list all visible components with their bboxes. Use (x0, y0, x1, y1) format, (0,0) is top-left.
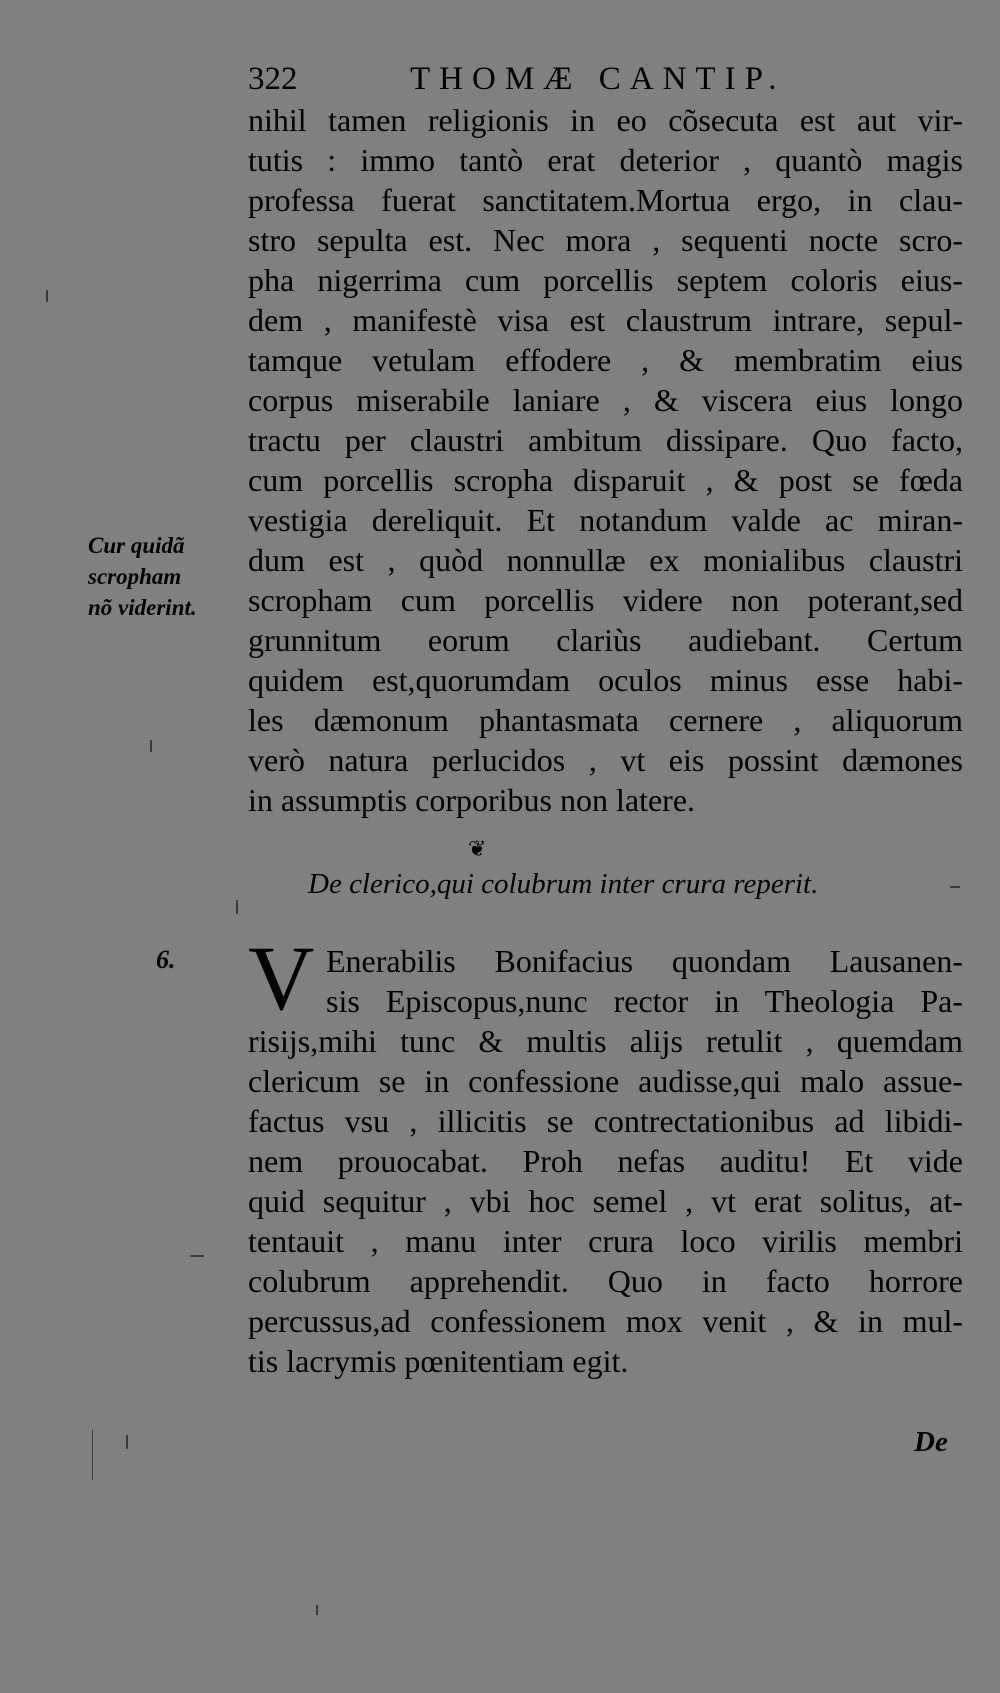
text-line: nem prouocabat. Proh nefas auditu! Et vide (248, 1143, 963, 1179)
text-line: percussus,ad confessionem mox venit , & in mul- (248, 1303, 963, 1339)
text-line: factus vsu , illicitis se contrectationibus ad libidi- (248, 1103, 963, 1139)
scan-speck (236, 900, 238, 914)
text-line: dum est , quòd nonnullæ ex monialibus claustri (248, 542, 963, 578)
text-line: risijs,mihi tunc & multis alijs retulit , quemdam (248, 1023, 963, 1059)
text-line: quid sequitur , vbi hoc semel , vt erat solitus, at- (248, 1183, 963, 1219)
text-line: tractu per claustri ambitum dissipare. Quo facto, (248, 422, 963, 458)
text-line: dem , manifestè visa est claustrum intrare, sepul- (248, 302, 963, 338)
marginal-note-line: scropham (88, 564, 182, 589)
text-line: pha nigerrima cum porcellis septem coloris eius- (248, 262, 963, 298)
text-line: clericum se in confessione audisse,qui malo assue- (248, 1063, 963, 1099)
paragraph-2 (248, 941, 963, 1381)
scan-speck (46, 290, 48, 302)
drop-cap: V (248, 927, 315, 1029)
text-line: les dæmonum phantasmata cernere , aliquorum (248, 702, 963, 738)
scan-speck (316, 1605, 318, 1615)
text-line: corpus miserabile laniare , & viscera eius longo (248, 382, 963, 418)
text-line: scropham cum porcellis videre non poterant,sed (248, 582, 963, 618)
text-line: in assumptis corporibus non latere. (248, 782, 696, 818)
page-number: 322 (248, 61, 298, 97)
text-line: Enerabilis Bonifacius quondam Lausanen- (326, 943, 963, 979)
catchword: De (914, 1426, 948, 1458)
scan-speck (92, 1430, 93, 1480)
text-line: grunnitum eorum clariùs audiebant. Certum (248, 622, 963, 658)
section-number: 6. (156, 945, 176, 974)
section-ornament: ❦ (468, 836, 487, 861)
text-line: tentauit , manu inter crura loco virilis membri (248, 1223, 963, 1259)
text-line: vestigia dereliquit. Et notandum valde ac miran- (248, 502, 963, 538)
text-line: colubrum apprehendit. Quo in facto horrore (248, 1263, 963, 1299)
text-line: quidem est,quorumdam oculos minus esse habi- (248, 662, 963, 698)
scan-speck (190, 1255, 204, 1257)
text-line: tamque vetulam effodere , & membratim eius (248, 342, 963, 378)
text-line: professa fuerat sanctitatem.Mortua ergo, in clau- (248, 182, 963, 218)
text-line: tis lacrymis pœnitentiam egit. (248, 1343, 629, 1379)
page-header (248, 58, 868, 100)
marginal-note-line: nõ viderint. (88, 595, 197, 620)
marginal-note-line: Cur quidã (88, 533, 185, 558)
text-line: cum porcellis scropha disparuit , & post se fœda (248, 462, 963, 498)
scan-speck (126, 1435, 128, 1449)
text-line: stro sepulta est. Nec mora , sequenti nocte scro- (248, 222, 963, 258)
marginal-note (88, 530, 244, 623)
text-line: tutis : immo tantò erat deterior , quantò magis (248, 142, 963, 178)
paragraph-1 (248, 100, 963, 820)
text-line: nihil tamen religionis in eo cõsecuta est aut vir- (248, 102, 963, 138)
text-line: sis Episcopus,nunc rector in Theologia Pa- (326, 983, 963, 1019)
scan-speck (950, 886, 960, 888)
running-head: THOMÆ CANTIP. (410, 61, 786, 97)
text-line: verò natura perlucidos , vt eis possint dæmones (248, 742, 963, 778)
section-title: De clerico,qui colubrum inter crura reperit. (308, 868, 819, 900)
scan-speck (150, 740, 152, 752)
